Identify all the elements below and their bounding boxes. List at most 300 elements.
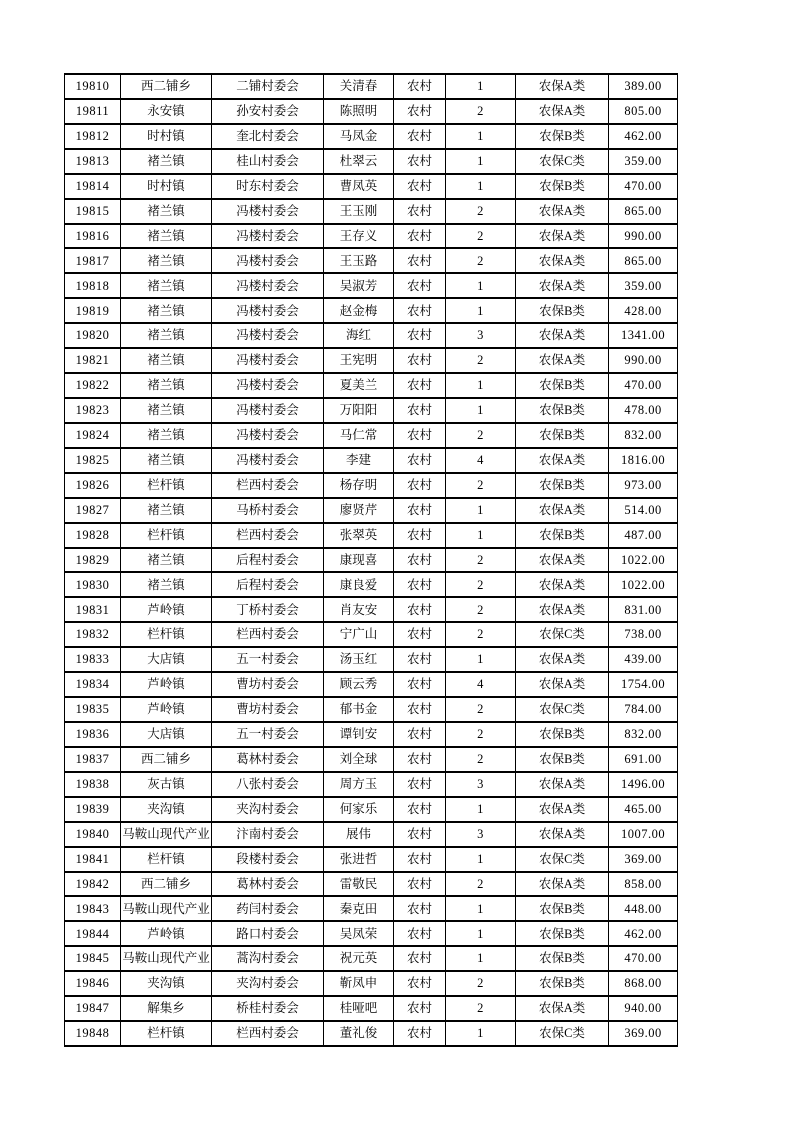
cell-household-type: 农村 xyxy=(394,448,446,473)
cell-person-name: 杨存明 xyxy=(324,473,394,498)
cell-person-name: 何家乐 xyxy=(324,797,394,822)
cell-person-count: 1 xyxy=(446,523,516,548)
cell-insurance-category: 农保B类 xyxy=(516,921,609,946)
cell-person-name: 祝元英 xyxy=(324,946,394,971)
cell-person-name: 汤玉红 xyxy=(324,647,394,672)
cell-amount: 865.00 xyxy=(609,199,678,224)
cell-record-id: 19816 xyxy=(65,224,121,249)
cell-person-count: 1 xyxy=(446,298,516,323)
cell-person-count: 3 xyxy=(446,822,516,847)
cell-amount: 831.00 xyxy=(609,597,678,622)
table-row xyxy=(65,224,678,249)
table-row xyxy=(65,423,678,448)
cell-household-type: 农村 xyxy=(394,697,446,722)
cell-town: 灰古镇 xyxy=(121,772,212,797)
cell-record-id: 19841 xyxy=(65,847,121,872)
table-row xyxy=(65,697,678,722)
cell-insurance-category: 农保A类 xyxy=(516,74,609,99)
cell-record-id: 19820 xyxy=(65,323,121,348)
cell-village-committee: 冯楼村委会 xyxy=(212,398,324,423)
cell-person-name: 谭钊安 xyxy=(324,722,394,747)
cell-village-committee: 丁桥村委会 xyxy=(212,597,324,622)
cell-amount: 865.00 xyxy=(609,248,678,273)
cell-household-type: 农村 xyxy=(394,99,446,124)
cell-insurance-category: 农保B类 xyxy=(516,946,609,971)
cell-person-name: 肖友安 xyxy=(324,597,394,622)
cell-amount: 805.00 xyxy=(609,99,678,124)
cell-town: 西二铺乡 xyxy=(121,747,212,772)
cell-amount: 369.00 xyxy=(609,847,678,872)
cell-town: 褚兰镇 xyxy=(121,348,212,373)
table-row xyxy=(65,448,678,473)
cell-village-committee: 马桥村委会 xyxy=(212,498,324,523)
cell-town: 褚兰镇 xyxy=(121,298,212,323)
cell-insurance-category: 农保A类 xyxy=(516,597,609,622)
cell-person-name: 吴淑芳 xyxy=(324,273,394,298)
cell-amount: 784.00 xyxy=(609,697,678,722)
cell-town: 褚兰镇 xyxy=(121,373,212,398)
cell-household-type: 农村 xyxy=(394,672,446,697)
cell-amount: 448.00 xyxy=(609,896,678,921)
cell-household-type: 农村 xyxy=(394,896,446,921)
cell-village-committee: 栏西村委会 xyxy=(212,622,324,647)
cell-record-id: 19830 xyxy=(65,572,121,597)
cell-person-count: 2 xyxy=(446,423,516,448)
table-row xyxy=(65,971,678,996)
cell-record-id: 19828 xyxy=(65,523,121,548)
cell-household-type: 农村 xyxy=(394,273,446,298)
cell-town: 褚兰镇 xyxy=(121,448,212,473)
cell-town: 夹沟镇 xyxy=(121,797,212,822)
cell-person-name: 王宪明 xyxy=(324,348,394,373)
cell-amount: 1816.00 xyxy=(609,448,678,473)
table-row xyxy=(65,398,678,423)
cell-person-count: 1 xyxy=(446,797,516,822)
cell-record-id: 19813 xyxy=(65,149,121,174)
cell-town: 时村镇 xyxy=(121,124,212,149)
cell-village-committee: 路口村委会 xyxy=(212,921,324,946)
cell-record-id: 19837 xyxy=(65,747,121,772)
cell-village-committee: 栏西村委会 xyxy=(212,473,324,498)
cell-amount: 1022.00 xyxy=(609,548,678,573)
cell-town: 芦岭镇 xyxy=(121,672,212,697)
cell-village-committee: 孙安村委会 xyxy=(212,99,324,124)
cell-person-count: 2 xyxy=(446,872,516,897)
cell-amount: 832.00 xyxy=(609,722,678,747)
cell-insurance-category: 农保B类 xyxy=(516,747,609,772)
cell-insurance-category: 农保A类 xyxy=(516,572,609,597)
table-row xyxy=(65,946,678,971)
cell-record-id: 19824 xyxy=(65,423,121,448)
cell-village-committee: 冯楼村委会 xyxy=(212,224,324,249)
cell-insurance-category: 农保A类 xyxy=(516,647,609,672)
cell-household-type: 农村 xyxy=(394,323,446,348)
cell-household-type: 农村 xyxy=(394,199,446,224)
table-row xyxy=(65,473,678,498)
cell-amount: 868.00 xyxy=(609,971,678,996)
cell-record-id: 19844 xyxy=(65,921,121,946)
table-row xyxy=(65,597,678,622)
cell-record-id: 19815 xyxy=(65,199,121,224)
cell-town: 褚兰镇 xyxy=(121,323,212,348)
cell-amount: 990.00 xyxy=(609,348,678,373)
cell-record-id: 19832 xyxy=(65,622,121,647)
cell-record-id: 19810 xyxy=(65,74,121,99)
cell-person-name: 雷敬民 xyxy=(324,872,394,897)
cell-record-id: 19847 xyxy=(65,996,121,1021)
table-row xyxy=(65,373,678,398)
cell-amount: 940.00 xyxy=(609,996,678,1021)
cell-town: 栏杆镇 xyxy=(121,622,212,647)
cell-insurance-category: 农保A类 xyxy=(516,273,609,298)
cell-village-committee: 夹沟村委会 xyxy=(212,797,324,822)
cell-record-id: 19811 xyxy=(65,99,121,124)
cell-person-count: 2 xyxy=(446,572,516,597)
table-body xyxy=(65,74,678,1046)
cell-person-name: 董礼俊 xyxy=(324,1021,394,1046)
cell-person-name: 刘全球 xyxy=(324,747,394,772)
cell-insurance-category: 农保B类 xyxy=(516,373,609,398)
cell-insurance-category: 农保B类 xyxy=(516,124,609,149)
table-row xyxy=(65,572,678,597)
table-row xyxy=(65,348,678,373)
cell-town: 夹沟镇 xyxy=(121,971,212,996)
cell-insurance-category: 农保B类 xyxy=(516,174,609,199)
cell-village-committee: 冯楼村委会 xyxy=(212,273,324,298)
cell-insurance-category: 农保A类 xyxy=(516,448,609,473)
cell-village-committee: 五一村委会 xyxy=(212,722,324,747)
cell-record-id: 19823 xyxy=(65,398,121,423)
cell-household-type: 农村 xyxy=(394,722,446,747)
cell-insurance-category: 农保B类 xyxy=(516,722,609,747)
cell-record-id: 19848 xyxy=(65,1021,121,1046)
cell-person-name: 马凤金 xyxy=(324,124,394,149)
cell-household-type: 农村 xyxy=(394,498,446,523)
cell-amount: 439.00 xyxy=(609,647,678,672)
cell-record-id: 19822 xyxy=(65,373,121,398)
cell-village-committee: 段楼村委会 xyxy=(212,847,324,872)
cell-household-type: 农村 xyxy=(394,398,446,423)
cell-household-type: 农村 xyxy=(394,747,446,772)
table-row xyxy=(65,797,678,822)
cell-record-id: 19835 xyxy=(65,697,121,722)
cell-person-name: 夏美兰 xyxy=(324,373,394,398)
cell-amount: 487.00 xyxy=(609,523,678,548)
cell-insurance-category: 农保A类 xyxy=(516,996,609,1021)
cell-person-count: 1 xyxy=(446,273,516,298)
cell-household-type: 农村 xyxy=(394,124,446,149)
cell-person-name: 王玉路 xyxy=(324,248,394,273)
cell-record-id: 19838 xyxy=(65,772,121,797)
cell-person-count: 1 xyxy=(446,373,516,398)
cell-person-count: 2 xyxy=(446,224,516,249)
cell-person-count: 4 xyxy=(446,448,516,473)
table-row xyxy=(65,174,678,199)
cell-person-count: 1 xyxy=(446,647,516,672)
cell-household-type: 农村 xyxy=(394,647,446,672)
cell-household-type: 农村 xyxy=(394,872,446,897)
cell-town: 马鞍山现代产业 xyxy=(121,946,212,971)
cell-person-count: 3 xyxy=(446,772,516,797)
cell-household-type: 农村 xyxy=(394,548,446,573)
cell-household-type: 农村 xyxy=(394,971,446,996)
cell-insurance-category: 农保B类 xyxy=(516,971,609,996)
cell-person-name: 陈照明 xyxy=(324,99,394,124)
cell-person-count: 2 xyxy=(446,548,516,573)
cell-person-name: 秦克田 xyxy=(324,896,394,921)
cell-person-name: 靳凤申 xyxy=(324,971,394,996)
cell-amount: 1007.00 xyxy=(609,822,678,847)
cell-village-committee: 冯楼村委会 xyxy=(212,348,324,373)
cell-village-committee: 汴南村委会 xyxy=(212,822,324,847)
cell-village-committee: 冯楼村委会 xyxy=(212,423,324,448)
cell-village-committee: 蒿沟村委会 xyxy=(212,946,324,971)
cell-town: 褚兰镇 xyxy=(121,572,212,597)
cell-person-count: 2 xyxy=(446,597,516,622)
cell-amount: 462.00 xyxy=(609,921,678,946)
cell-village-committee: 冯楼村委会 xyxy=(212,323,324,348)
cell-town: 大店镇 xyxy=(121,647,212,672)
cell-amount: 973.00 xyxy=(609,473,678,498)
table-row xyxy=(65,498,678,523)
cell-town: 栏杆镇 xyxy=(121,847,212,872)
cell-household-type: 农村 xyxy=(394,348,446,373)
table-row xyxy=(65,273,678,298)
cell-town: 永安镇 xyxy=(121,99,212,124)
cell-person-count: 1 xyxy=(446,498,516,523)
cell-record-id: 19839 xyxy=(65,797,121,822)
table-row xyxy=(65,896,678,921)
cell-person-count: 2 xyxy=(446,971,516,996)
cell-household-type: 农村 xyxy=(394,597,446,622)
cell-amount: 691.00 xyxy=(609,747,678,772)
cell-person-count: 1 xyxy=(446,174,516,199)
cell-village-committee: 二铺村委会 xyxy=(212,74,324,99)
cell-person-name: 王玉刚 xyxy=(324,199,394,224)
cell-town: 褚兰镇 xyxy=(121,273,212,298)
cell-amount: 738.00 xyxy=(609,622,678,647)
table-row xyxy=(65,622,678,647)
cell-person-count: 2 xyxy=(446,473,516,498)
cell-person-name: 李建 xyxy=(324,448,394,473)
cell-person-name: 海红 xyxy=(324,323,394,348)
cell-town: 褚兰镇 xyxy=(121,224,212,249)
cell-town: 褚兰镇 xyxy=(121,423,212,448)
cell-person-count: 1 xyxy=(446,74,516,99)
cell-town: 栏杆镇 xyxy=(121,523,212,548)
cell-person-count: 1 xyxy=(446,124,516,149)
cell-record-id: 19840 xyxy=(65,822,121,847)
cell-person-count: 1 xyxy=(446,896,516,921)
cell-amount: 1496.00 xyxy=(609,772,678,797)
cell-insurance-category: 农保A类 xyxy=(516,99,609,124)
cell-town: 褚兰镇 xyxy=(121,498,212,523)
table-row xyxy=(65,722,678,747)
cell-amount: 478.00 xyxy=(609,398,678,423)
cell-person-count: 2 xyxy=(446,248,516,273)
cell-person-count: 2 xyxy=(446,622,516,647)
table-row xyxy=(65,672,678,697)
cell-village-committee: 后程村委会 xyxy=(212,548,324,573)
cell-town: 时村镇 xyxy=(121,174,212,199)
cell-village-committee: 栏西村委会 xyxy=(212,523,324,548)
cell-household-type: 农村 xyxy=(394,772,446,797)
cell-town: 栏杆镇 xyxy=(121,1021,212,1046)
cell-insurance-category: 农保B类 xyxy=(516,896,609,921)
cell-insurance-category: 农保A类 xyxy=(516,199,609,224)
cell-insurance-category: 农保A类 xyxy=(516,248,609,273)
cell-household-type: 农村 xyxy=(394,473,446,498)
cell-village-committee: 栏西村委会 xyxy=(212,1021,324,1046)
cell-amount: 470.00 xyxy=(609,174,678,199)
cell-insurance-category: 农保A类 xyxy=(516,548,609,573)
cell-town: 芦岭镇 xyxy=(121,697,212,722)
cell-amount: 470.00 xyxy=(609,946,678,971)
cell-insurance-category: 农保B类 xyxy=(516,398,609,423)
cell-household-type: 农村 xyxy=(394,622,446,647)
cell-village-committee: 葛林村委会 xyxy=(212,747,324,772)
cell-person-count: 1 xyxy=(446,1021,516,1046)
cell-village-committee: 时东村委会 xyxy=(212,174,324,199)
cell-person-name: 周方玉 xyxy=(324,772,394,797)
cell-amount: 369.00 xyxy=(609,1021,678,1046)
cell-town: 大店镇 xyxy=(121,722,212,747)
table-row xyxy=(65,298,678,323)
cell-person-name: 康现喜 xyxy=(324,548,394,573)
cell-town: 芦岭镇 xyxy=(121,921,212,946)
cell-person-name: 关清春 xyxy=(324,74,394,99)
cell-insurance-category: 农保C类 xyxy=(516,1021,609,1046)
cell-person-name: 吴凤荣 xyxy=(324,921,394,946)
cell-person-count: 4 xyxy=(446,672,516,697)
table-row xyxy=(65,872,678,897)
cell-person-count: 1 xyxy=(446,149,516,174)
table-row xyxy=(65,124,678,149)
cell-person-name: 郁书金 xyxy=(324,697,394,722)
cell-village-committee: 冯楼村委会 xyxy=(212,373,324,398)
cell-insurance-category: 农保C类 xyxy=(516,697,609,722)
cell-record-id: 19846 xyxy=(65,971,121,996)
table-row xyxy=(65,523,678,548)
cell-village-committee: 桥桂村委会 xyxy=(212,996,324,1021)
cell-person-count: 2 xyxy=(446,747,516,772)
cell-town: 马鞍山现代产业 xyxy=(121,822,212,847)
table-row xyxy=(65,323,678,348)
cell-household-type: 农村 xyxy=(394,847,446,872)
cell-insurance-category: 农保A类 xyxy=(516,498,609,523)
cell-person-count: 1 xyxy=(446,398,516,423)
cell-insurance-category: 农保A类 xyxy=(516,348,609,373)
table-row xyxy=(65,548,678,573)
cell-record-id: 19842 xyxy=(65,872,121,897)
cell-person-count: 1 xyxy=(446,921,516,946)
cell-amount: 462.00 xyxy=(609,124,678,149)
cell-village-committee: 药闫村委会 xyxy=(212,896,324,921)
cell-insurance-category: 农保C类 xyxy=(516,149,609,174)
cell-insurance-category: 农保A类 xyxy=(516,224,609,249)
cell-record-id: 19818 xyxy=(65,273,121,298)
table-row xyxy=(65,149,678,174)
cell-town: 西二铺乡 xyxy=(121,74,212,99)
cell-town: 栏杆镇 xyxy=(121,473,212,498)
cell-record-id: 19845 xyxy=(65,946,121,971)
cell-insurance-category: 农保A类 xyxy=(516,872,609,897)
cell-person-name: 马仁常 xyxy=(324,423,394,448)
table-row xyxy=(65,1021,678,1046)
cell-record-id: 19831 xyxy=(65,597,121,622)
table-row xyxy=(65,248,678,273)
cell-record-id: 19827 xyxy=(65,498,121,523)
table-row xyxy=(65,99,678,124)
cell-town: 褚兰镇 xyxy=(121,199,212,224)
table-row xyxy=(65,199,678,224)
cell-household-type: 农村 xyxy=(394,822,446,847)
cell-household-type: 农村 xyxy=(394,149,446,174)
cell-insurance-category: 农保A类 xyxy=(516,822,609,847)
cell-amount: 832.00 xyxy=(609,423,678,448)
cell-record-id: 19817 xyxy=(65,248,121,273)
cell-town: 解集乡 xyxy=(121,996,212,1021)
table-row xyxy=(65,822,678,847)
cell-person-count: 1 xyxy=(446,946,516,971)
cell-record-id: 19836 xyxy=(65,722,121,747)
cell-town: 褚兰镇 xyxy=(121,398,212,423)
cell-record-id: 19829 xyxy=(65,548,121,573)
cell-insurance-category: 农保B类 xyxy=(516,298,609,323)
cell-record-id: 19819 xyxy=(65,298,121,323)
cell-household-type: 农村 xyxy=(394,423,446,448)
cell-insurance-category: 农保A类 xyxy=(516,797,609,822)
cell-village-committee: 奎北村委会 xyxy=(212,124,324,149)
cell-amount: 470.00 xyxy=(609,373,678,398)
cell-household-type: 农村 xyxy=(394,373,446,398)
table-row xyxy=(65,747,678,772)
cell-person-name: 张翠英 xyxy=(324,523,394,548)
cell-person-count: 3 xyxy=(446,323,516,348)
cell-record-id: 19834 xyxy=(65,672,121,697)
cell-town: 芦岭镇 xyxy=(121,597,212,622)
cell-insurance-category: 农保C类 xyxy=(516,847,609,872)
cell-household-type: 农村 xyxy=(394,996,446,1021)
table-row xyxy=(65,772,678,797)
cell-person-count: 2 xyxy=(446,99,516,124)
cell-town: 褚兰镇 xyxy=(121,248,212,273)
cell-record-id: 19814 xyxy=(65,174,121,199)
cell-person-count: 2 xyxy=(446,697,516,722)
cell-village-committee: 冯楼村委会 xyxy=(212,248,324,273)
cell-amount: 858.00 xyxy=(609,872,678,897)
cell-person-name: 宁广山 xyxy=(324,622,394,647)
cell-record-id: 19812 xyxy=(65,124,121,149)
cell-household-type: 农村 xyxy=(394,1021,446,1046)
cell-amount: 359.00 xyxy=(609,149,678,174)
cell-person-name: 张进哲 xyxy=(324,847,394,872)
cell-amount: 990.00 xyxy=(609,224,678,249)
cell-household-type: 农村 xyxy=(394,572,446,597)
cell-person-count: 2 xyxy=(446,722,516,747)
cell-amount: 359.00 xyxy=(609,273,678,298)
cell-amount: 465.00 xyxy=(609,797,678,822)
table-row xyxy=(65,921,678,946)
cell-town: 西二铺乡 xyxy=(121,872,212,897)
cell-village-committee: 五一村委会 xyxy=(212,647,324,672)
cell-amount: 1022.00 xyxy=(609,572,678,597)
cell-person-count: 2 xyxy=(446,348,516,373)
cell-household-type: 农村 xyxy=(394,174,446,199)
cell-amount: 389.00 xyxy=(609,74,678,99)
cell-person-count: 2 xyxy=(446,199,516,224)
cell-household-type: 农村 xyxy=(394,248,446,273)
